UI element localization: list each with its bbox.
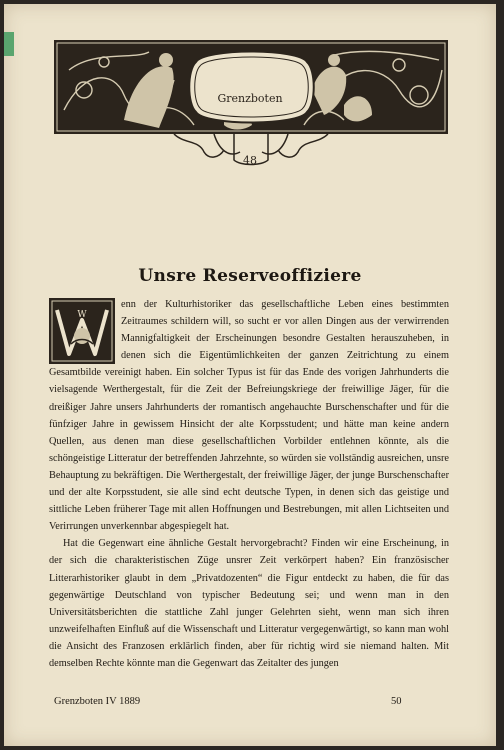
paragraph: Hat die Gegenwart eine ähnliche Gestalt hervorgebracht? Finden wir eine Erscheinung, in der sich die charakteristischen Züge unsrer Zeit verkörpert haben? Ein französischer Litterarhistoriker glaubt in dem „Privatdozenten“ die Figur entdeckt zu haben, die für das gegenwärtige Deutschland von typischer Bedeutung sei; und wenn man in den Universitätsberichten die stattliche Zahl junger Gelehrten sieht, wenn man sich ihren unzweifelhaften Einfluß auf die Wissenschaft und Litteratur vergegenwärtigt, so kann man wohl die Ansicht des Franzosen erklärlich finden, aber für richtig wird sie niemand halten. Mit demselben Rechte könnte man die Gegenwart das Zeitalter des jungen <box>49 538 449 669</box>
dropcap-w <box>49 298 115 364</box>
page <box>4 4 496 746</box>
issue-number: 48 <box>243 154 257 167</box>
paragraph: enn der Kulturhistoriker das gesellschaftliche Leben eines bestimmten Zeitraumes schildern will, so sucht er vor allen Dingen aus der verwirrenden Mannigfaltigkeit der Erscheinungen besondre Gestalten herauszuheben, in denen sich die Eigentümlichkeiten der ganzen Zeitrichtung zu einem Gesamtbilde vereinigt haben. Ein solcher Typus ist für das Ende des vorigen Jahrhunderts die vielsagende Werthergestalt, für die Zeit der Befreiungskriege der freiwillige Jäger, für die dreißiger Jahre unsers Jahrhunderts der romantisch angehauchte Burschenschafter und für die fünfziger Jahre in gewissem Hinsicht der alte Korpsstudent; und hätte man keine andern Quellen, aus denen man diese gesellschaftlichen Vorbilder entlehnen könnte, als die schöngeistige Litteratur der betreffenden Jahrzehnte, so würden sie vollständig ausreichen, unsre Behauptung zu bekräftigen. Die Werthergestalt, der freiwillige Jäger, der junge Burschenschafter und der alte Korpsstudent, sie alle sind echt deutsche Typen, in denen sich das geistige und sittliche Leben früherer Tage mit allen Hoffnungen und Bestrebungen, mit allen Lichtseiten und Verirrungen unverkennbar abgespiegelt hat. <box>49 299 449 533</box>
dropcap-letter: W <box>77 310 87 320</box>
article-body <box>49 296 449 672</box>
footer-journal: Grenzboten IV 1889 <box>54 696 141 707</box>
article-title: Unsre Reserveoffiziere <box>138 266 362 286</box>
page-tab-marker <box>4 32 14 56</box>
page-number: 50 <box>391 696 402 707</box>
dropcap-letter-w-illustration <box>49 298 115 364</box>
masthead-label: Grenzboten <box>217 92 283 105</box>
